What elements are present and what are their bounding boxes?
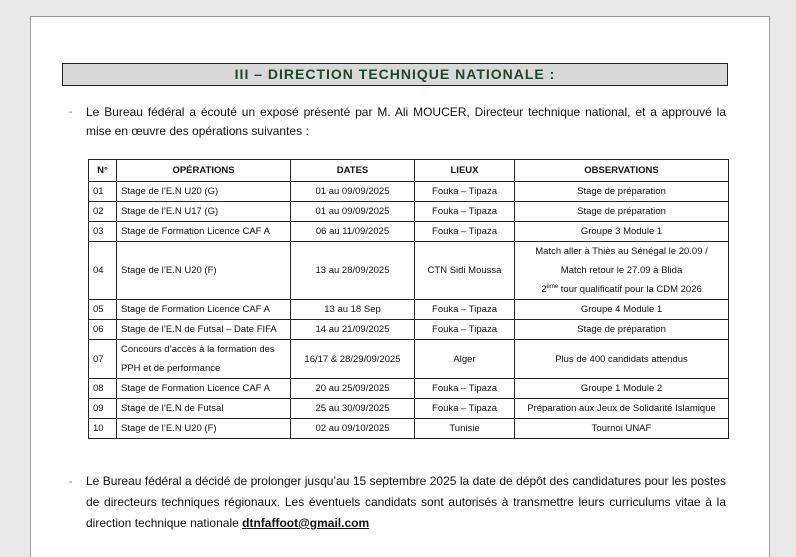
row-lieu: Fouka – Tipaza bbox=[415, 202, 515, 222]
closing-paragraph bbox=[86, 471, 726, 534]
table-row bbox=[89, 320, 729, 340]
section-title: III – DIRECTION TECHNIQUE NATIONALE : bbox=[62, 63, 728, 86]
closing-text: Le Bureau fédéral a décidé de prolonger jusqu’au 15 septembre 2025 la date de dépôt des candidatures pour les postes de directeurs techniques régionaux. Les éventuels candidats sont autorisés à transmettre leurs curriculums vitae à la direction technique nationale bbox=[86, 474, 726, 530]
table-row bbox=[89, 379, 729, 399]
row-operation: Stage de Formation Licence CAF A bbox=[117, 379, 291, 399]
row-number: 02 bbox=[89, 202, 117, 222]
ordinal-number: 2 bbox=[541, 284, 547, 295]
operations-table bbox=[88, 159, 729, 439]
operation-line: Concours d’accès à la formation des bbox=[121, 344, 275, 355]
row-dates: 02 au 09/10/2025 bbox=[291, 419, 415, 439]
observation-line: Match aller à Thiès au Sénégal le 20.09 / bbox=[535, 246, 708, 257]
row-operation: Stage de l’E.N U17 (G) bbox=[117, 202, 291, 222]
row-lieu: Fouka – Tipaza bbox=[415, 379, 515, 399]
header-number: N° bbox=[89, 160, 117, 182]
table-row bbox=[89, 182, 729, 202]
document-page bbox=[30, 16, 770, 557]
intro-bullet: - bbox=[69, 107, 73, 118]
row-lieu: Fouka – Tipaza bbox=[415, 399, 515, 419]
observation-line bbox=[519, 280, 724, 299]
row-observation: Plus de 400 candidats attendus bbox=[515, 340, 729, 379]
row-dates: 01 au 09/09/2025 bbox=[291, 182, 415, 202]
row-operation: Stage de Formation Licence CAF A bbox=[117, 222, 291, 242]
row-dates: 25 au 30/09/2025 bbox=[291, 399, 415, 419]
row-operation bbox=[117, 340, 291, 379]
row-lieu: Alger bbox=[415, 340, 515, 379]
row-lieu: Fouka – Tipaza bbox=[415, 300, 515, 320]
table-row bbox=[89, 340, 729, 379]
observation-line: Match retour le 27.09 à Blida bbox=[560, 265, 683, 276]
table-header-row bbox=[89, 160, 729, 182]
row-lieu: CTN Sidi Moussa bbox=[415, 242, 515, 300]
row-dates: 20 au 25/09/2025 bbox=[291, 379, 415, 399]
row-dates: 13 au 28/09/2025 bbox=[291, 242, 415, 300]
row-number: 06 bbox=[89, 320, 117, 340]
email-link[interactable]: dtnfaffoot@gmail.com bbox=[242, 516, 370, 530]
row-operation: Stage de l’E.N U20 (F) bbox=[117, 419, 291, 439]
row-dates: 14 au 21/09/2025 bbox=[291, 320, 415, 340]
row-number: 03 bbox=[89, 222, 117, 242]
row-lieu: Fouka – Tipaza bbox=[415, 222, 515, 242]
table-row bbox=[89, 300, 729, 320]
row-observation: Stage de préparation bbox=[515, 182, 729, 202]
row-observation: Préparation aux Jeux de Solidarité Islamique bbox=[515, 399, 729, 419]
row-observation: Groupe 3 Module 1 bbox=[515, 222, 729, 242]
table-row bbox=[89, 242, 729, 300]
row-number: 10 bbox=[89, 419, 117, 439]
row-dates: 01 au 09/09/2025 bbox=[291, 202, 415, 222]
row-observation: Stage de préparation bbox=[515, 202, 729, 222]
row-dates: 16/17 & 28/29/09/2025 bbox=[291, 340, 415, 379]
row-operation: Stage de l’E.N de Futsal bbox=[117, 399, 291, 419]
row-dates: 13 au 18 Sep bbox=[291, 300, 415, 320]
row-observation: Tournoi UNAF bbox=[515, 419, 729, 439]
header-operations: OPÉRATIONS bbox=[117, 160, 291, 182]
row-lieu: Fouka – Tipaza bbox=[415, 320, 515, 340]
row-number: 07 bbox=[89, 340, 117, 379]
row-number: 08 bbox=[89, 379, 117, 399]
row-number: 01 bbox=[89, 182, 117, 202]
row-operation: Stage de l’E.N U20 (G) bbox=[117, 182, 291, 202]
row-lieu: Tunisie bbox=[415, 419, 515, 439]
row-observation: Stage de préparation bbox=[515, 320, 729, 340]
row-number: 04 bbox=[89, 242, 117, 300]
table-row bbox=[89, 222, 729, 242]
row-number: 09 bbox=[89, 399, 117, 419]
table-row bbox=[89, 399, 729, 419]
table-row bbox=[89, 202, 729, 222]
row-observation: Groupe 1 Module 2 bbox=[515, 379, 729, 399]
ordinal-suffix: ème bbox=[546, 283, 559, 290]
row-operation: Stage de Formation Licence CAF A bbox=[117, 300, 291, 320]
observation-text: tour qualificatif pour la CDM 2026 bbox=[558, 284, 702, 295]
row-number: 05 bbox=[89, 300, 117, 320]
row-operation: Stage de l’E.N U20 (F) bbox=[117, 242, 291, 300]
header-dates: DATES bbox=[291, 160, 415, 182]
closing-bullet: - bbox=[69, 477, 73, 488]
intro-paragraph: Le Bureau fédéral a écouté un exposé présenté par M. Ali MOUCER, Directeur technique national, et a approuvé la mise en œuvre des opérations suivantes : bbox=[86, 105, 726, 138]
row-dates: 06 au 11/09/2025 bbox=[291, 222, 415, 242]
header-observations: OBSERVATIONS bbox=[515, 160, 729, 182]
row-observation: Groupe 4 Module 1 bbox=[515, 300, 729, 320]
row-lieu: Fouka – Tipaza bbox=[415, 182, 515, 202]
row-observation bbox=[515, 242, 729, 300]
header-lieux: LIEUX bbox=[415, 160, 515, 182]
operation-line: PPH et de performance bbox=[121, 363, 221, 374]
row-operation: Stage de l’E.N de Futsal – Date FIFA bbox=[117, 320, 291, 340]
table-row bbox=[89, 419, 729, 439]
